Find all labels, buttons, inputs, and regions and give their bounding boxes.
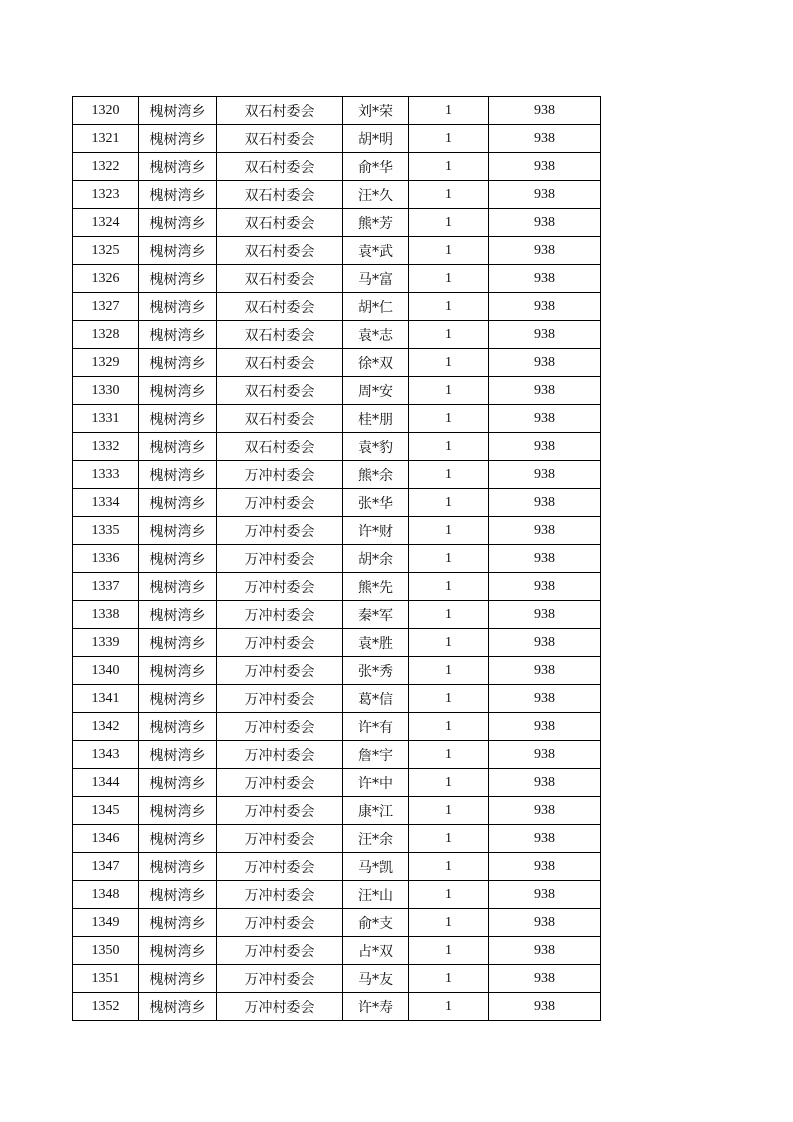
table-row (73, 657, 601, 685)
serial-number-cell: 1328 (73, 321, 139, 349)
amount-cell: 938 (489, 209, 601, 237)
count-cell: 1 (409, 657, 489, 685)
village-committee-cell: 双石村委会 (217, 237, 343, 265)
table-row (73, 993, 601, 1021)
village-committee-cell: 万冲村委会 (217, 713, 343, 741)
amount-cell: 938 (489, 601, 601, 629)
count-cell: 1 (409, 965, 489, 993)
serial-number-cell: 1340 (73, 657, 139, 685)
serial-number-cell: 1341 (73, 685, 139, 713)
amount-cell: 938 (489, 685, 601, 713)
count-cell: 1 (409, 433, 489, 461)
amount-cell: 938 (489, 321, 601, 349)
serial-number-cell: 1321 (73, 125, 139, 153)
township-cell: 槐树湾乡 (139, 461, 217, 489)
serial-number-cell: 1331 (73, 405, 139, 433)
township-cell: 槐树湾乡 (139, 433, 217, 461)
village-committee-cell: 万冲村委会 (217, 965, 343, 993)
village-committee-cell: 万冲村委会 (217, 517, 343, 545)
count-cell: 1 (409, 741, 489, 769)
village-committee-cell: 万冲村委会 (217, 685, 343, 713)
table-row (73, 461, 601, 489)
serial-number-cell: 1329 (73, 349, 139, 377)
township-cell: 槐树湾乡 (139, 153, 217, 181)
village-committee-cell: 万冲村委会 (217, 881, 343, 909)
township-cell: 槐树湾乡 (139, 881, 217, 909)
amount-cell: 938 (489, 909, 601, 937)
village-committee-cell: 万冲村委会 (217, 573, 343, 601)
name-cell: 徐*双 (343, 349, 409, 377)
amount-cell: 938 (489, 825, 601, 853)
name-cell: 熊*先 (343, 573, 409, 601)
serial-number-cell: 1336 (73, 545, 139, 573)
village-committee-cell: 万冲村委会 (217, 601, 343, 629)
count-cell: 1 (409, 125, 489, 153)
township-cell: 槐树湾乡 (139, 657, 217, 685)
count-cell: 1 (409, 153, 489, 181)
table-row (73, 517, 601, 545)
amount-cell: 938 (489, 657, 601, 685)
table-row (73, 545, 601, 573)
count-cell: 1 (409, 769, 489, 797)
amount-cell: 938 (489, 237, 601, 265)
table-row (73, 685, 601, 713)
village-committee-cell: 万冲村委会 (217, 629, 343, 657)
township-cell: 槐树湾乡 (139, 573, 217, 601)
table-row (73, 797, 601, 825)
township-cell: 槐树湾乡 (139, 937, 217, 965)
name-cell: 刘*荣 (343, 97, 409, 125)
serial-number-cell: 1350 (73, 937, 139, 965)
amount-cell: 938 (489, 349, 601, 377)
count-cell: 1 (409, 881, 489, 909)
township-cell: 槐树湾乡 (139, 321, 217, 349)
table-row (73, 629, 601, 657)
amount-cell: 938 (489, 125, 601, 153)
table-row (73, 349, 601, 377)
serial-number-cell: 1333 (73, 461, 139, 489)
count-cell: 1 (409, 685, 489, 713)
count-cell: 1 (409, 937, 489, 965)
table-row (73, 853, 601, 881)
serial-number-cell: 1345 (73, 797, 139, 825)
township-cell: 槐树湾乡 (139, 685, 217, 713)
count-cell: 1 (409, 853, 489, 881)
count-cell: 1 (409, 601, 489, 629)
name-cell: 袁*胜 (343, 629, 409, 657)
township-cell: 槐树湾乡 (139, 517, 217, 545)
amount-cell: 938 (489, 881, 601, 909)
name-cell: 袁*武 (343, 237, 409, 265)
township-cell: 槐树湾乡 (139, 741, 217, 769)
amount-cell: 938 (489, 181, 601, 209)
table-row (73, 965, 601, 993)
table-row (73, 181, 601, 209)
serial-number-cell: 1339 (73, 629, 139, 657)
table-row (73, 769, 601, 797)
serial-number-cell: 1351 (73, 965, 139, 993)
amount-cell: 938 (489, 713, 601, 741)
township-cell: 槐树湾乡 (139, 965, 217, 993)
name-cell: 汪*久 (343, 181, 409, 209)
roster-body (73, 97, 601, 1021)
count-cell: 1 (409, 181, 489, 209)
name-cell: 葛*信 (343, 685, 409, 713)
village-committee-cell: 双石村委会 (217, 293, 343, 321)
serial-number-cell: 1332 (73, 433, 139, 461)
table-row (73, 741, 601, 769)
township-cell: 槐树湾乡 (139, 265, 217, 293)
amount-cell: 938 (489, 937, 601, 965)
serial-number-cell: 1334 (73, 489, 139, 517)
table-row (73, 405, 601, 433)
serial-number-cell: 1348 (73, 881, 139, 909)
amount-cell: 938 (489, 405, 601, 433)
name-cell: 张*秀 (343, 657, 409, 685)
table-row (73, 713, 601, 741)
table-row (73, 237, 601, 265)
count-cell: 1 (409, 993, 489, 1021)
township-cell: 槐树湾乡 (139, 909, 217, 937)
name-cell: 袁*豹 (343, 433, 409, 461)
count-cell: 1 (409, 377, 489, 405)
count-cell: 1 (409, 797, 489, 825)
name-cell: 桂*朋 (343, 405, 409, 433)
amount-cell: 938 (489, 293, 601, 321)
township-cell: 槐树湾乡 (139, 237, 217, 265)
name-cell: 熊*余 (343, 461, 409, 489)
name-cell: 汪*余 (343, 825, 409, 853)
township-cell: 槐树湾乡 (139, 209, 217, 237)
table-row (73, 293, 601, 321)
count-cell: 1 (409, 293, 489, 321)
village-committee-cell: 双石村委会 (217, 181, 343, 209)
count-cell: 1 (409, 909, 489, 937)
amount-cell: 938 (489, 377, 601, 405)
table-row (73, 209, 601, 237)
village-committee-cell: 万冲村委会 (217, 797, 343, 825)
table-row (73, 937, 601, 965)
amount-cell: 938 (489, 573, 601, 601)
name-cell: 俞*支 (343, 909, 409, 937)
name-cell: 许*中 (343, 769, 409, 797)
table-row (73, 321, 601, 349)
township-cell: 槐树湾乡 (139, 405, 217, 433)
name-cell: 袁*志 (343, 321, 409, 349)
amount-cell: 938 (489, 629, 601, 657)
serial-number-cell: 1323 (73, 181, 139, 209)
amount-cell: 938 (489, 433, 601, 461)
amount-cell: 938 (489, 265, 601, 293)
serial-number-cell: 1326 (73, 265, 139, 293)
count-cell: 1 (409, 405, 489, 433)
village-committee-cell: 双石村委会 (217, 97, 343, 125)
village-committee-cell: 万冲村委会 (217, 657, 343, 685)
township-cell: 槐树湾乡 (139, 545, 217, 573)
village-committee-cell: 双石村委会 (217, 433, 343, 461)
township-cell: 槐树湾乡 (139, 825, 217, 853)
serial-number-cell: 1320 (73, 97, 139, 125)
name-cell: 胡*余 (343, 545, 409, 573)
name-cell: 汪*山 (343, 881, 409, 909)
count-cell: 1 (409, 517, 489, 545)
serial-number-cell: 1338 (73, 601, 139, 629)
table-row (73, 377, 601, 405)
name-cell: 熊*芳 (343, 209, 409, 237)
amount-cell: 938 (489, 797, 601, 825)
amount-cell: 938 (489, 769, 601, 797)
name-cell: 秦*军 (343, 601, 409, 629)
village-committee-cell: 双石村委会 (217, 321, 343, 349)
township-cell: 槐树湾乡 (139, 181, 217, 209)
count-cell: 1 (409, 713, 489, 741)
count-cell: 1 (409, 489, 489, 517)
table-row (73, 825, 601, 853)
serial-number-cell: 1325 (73, 237, 139, 265)
township-cell: 槐树湾乡 (139, 769, 217, 797)
village-committee-cell: 双石村委会 (217, 125, 343, 153)
amount-cell: 938 (489, 517, 601, 545)
village-committee-cell: 万冲村委会 (217, 545, 343, 573)
village-committee-cell: 双石村委会 (217, 349, 343, 377)
township-cell: 槐树湾乡 (139, 377, 217, 405)
count-cell: 1 (409, 209, 489, 237)
name-cell: 马*富 (343, 265, 409, 293)
name-cell: 周*安 (343, 377, 409, 405)
township-cell: 槐树湾乡 (139, 97, 217, 125)
village-committee-cell: 双石村委会 (217, 153, 343, 181)
count-cell: 1 (409, 97, 489, 125)
village-committee-cell: 万冲村委会 (217, 993, 343, 1021)
village-committee-cell: 万冲村委会 (217, 489, 343, 517)
village-committee-cell: 万冲村委会 (217, 461, 343, 489)
amount-cell: 938 (489, 993, 601, 1021)
table-row (73, 97, 601, 125)
amount-cell: 938 (489, 853, 601, 881)
serial-number-cell: 1352 (73, 993, 139, 1021)
serial-number-cell: 1335 (73, 517, 139, 545)
serial-number-cell: 1347 (73, 853, 139, 881)
count-cell: 1 (409, 349, 489, 377)
table-row (73, 433, 601, 461)
amount-cell: 938 (489, 965, 601, 993)
township-cell: 槐树湾乡 (139, 713, 217, 741)
name-cell: 胡*明 (343, 125, 409, 153)
village-committee-cell: 双石村委会 (217, 209, 343, 237)
count-cell: 1 (409, 237, 489, 265)
name-cell: 俞*华 (343, 153, 409, 181)
name-cell: 许*有 (343, 713, 409, 741)
count-cell: 1 (409, 573, 489, 601)
village-committee-cell: 万冲村委会 (217, 825, 343, 853)
amount-cell: 938 (489, 97, 601, 125)
count-cell: 1 (409, 545, 489, 573)
serial-number-cell: 1330 (73, 377, 139, 405)
table-row (73, 125, 601, 153)
village-committee-cell: 万冲村委会 (217, 741, 343, 769)
amount-cell: 938 (489, 545, 601, 573)
township-cell: 槐树湾乡 (139, 853, 217, 881)
serial-number-cell: 1322 (73, 153, 139, 181)
roster-table (72, 96, 601, 1021)
township-cell: 槐树湾乡 (139, 349, 217, 377)
serial-number-cell: 1342 (73, 713, 139, 741)
table-row (73, 881, 601, 909)
village-committee-cell: 万冲村委会 (217, 909, 343, 937)
serial-number-cell: 1346 (73, 825, 139, 853)
table-row (73, 909, 601, 937)
serial-number-cell: 1337 (73, 573, 139, 601)
table-row (73, 573, 601, 601)
count-cell: 1 (409, 321, 489, 349)
table-row (73, 265, 601, 293)
amount-cell: 938 (489, 153, 601, 181)
name-cell: 许*寿 (343, 993, 409, 1021)
village-committee-cell: 万冲村委会 (217, 769, 343, 797)
serial-number-cell: 1344 (73, 769, 139, 797)
name-cell: 张*华 (343, 489, 409, 517)
count-cell: 1 (409, 265, 489, 293)
township-cell: 槐树湾乡 (139, 125, 217, 153)
amount-cell: 938 (489, 461, 601, 489)
township-cell: 槐树湾乡 (139, 993, 217, 1021)
serial-number-cell: 1327 (73, 293, 139, 321)
village-committee-cell: 双石村委会 (217, 405, 343, 433)
name-cell: 康*江 (343, 797, 409, 825)
serial-number-cell: 1324 (73, 209, 139, 237)
count-cell: 1 (409, 461, 489, 489)
name-cell: 胡*仁 (343, 293, 409, 321)
village-committee-cell: 双石村委会 (217, 265, 343, 293)
name-cell: 马*凯 (343, 853, 409, 881)
township-cell: 槐树湾乡 (139, 629, 217, 657)
township-cell: 槐树湾乡 (139, 293, 217, 321)
table-row (73, 489, 601, 517)
count-cell: 1 (409, 825, 489, 853)
village-committee-cell: 双石村委会 (217, 377, 343, 405)
township-cell: 槐树湾乡 (139, 601, 217, 629)
name-cell: 许*财 (343, 517, 409, 545)
village-committee-cell: 万冲村委会 (217, 937, 343, 965)
amount-cell: 938 (489, 741, 601, 769)
table-row (73, 601, 601, 629)
township-cell: 槐树湾乡 (139, 489, 217, 517)
township-cell: 槐树湾乡 (139, 797, 217, 825)
name-cell: 占*双 (343, 937, 409, 965)
amount-cell: 938 (489, 489, 601, 517)
count-cell: 1 (409, 629, 489, 657)
table-row (73, 153, 601, 181)
village-committee-cell: 万冲村委会 (217, 853, 343, 881)
name-cell: 詹*宇 (343, 741, 409, 769)
name-cell: 马*友 (343, 965, 409, 993)
serial-number-cell: 1349 (73, 909, 139, 937)
serial-number-cell: 1343 (73, 741, 139, 769)
